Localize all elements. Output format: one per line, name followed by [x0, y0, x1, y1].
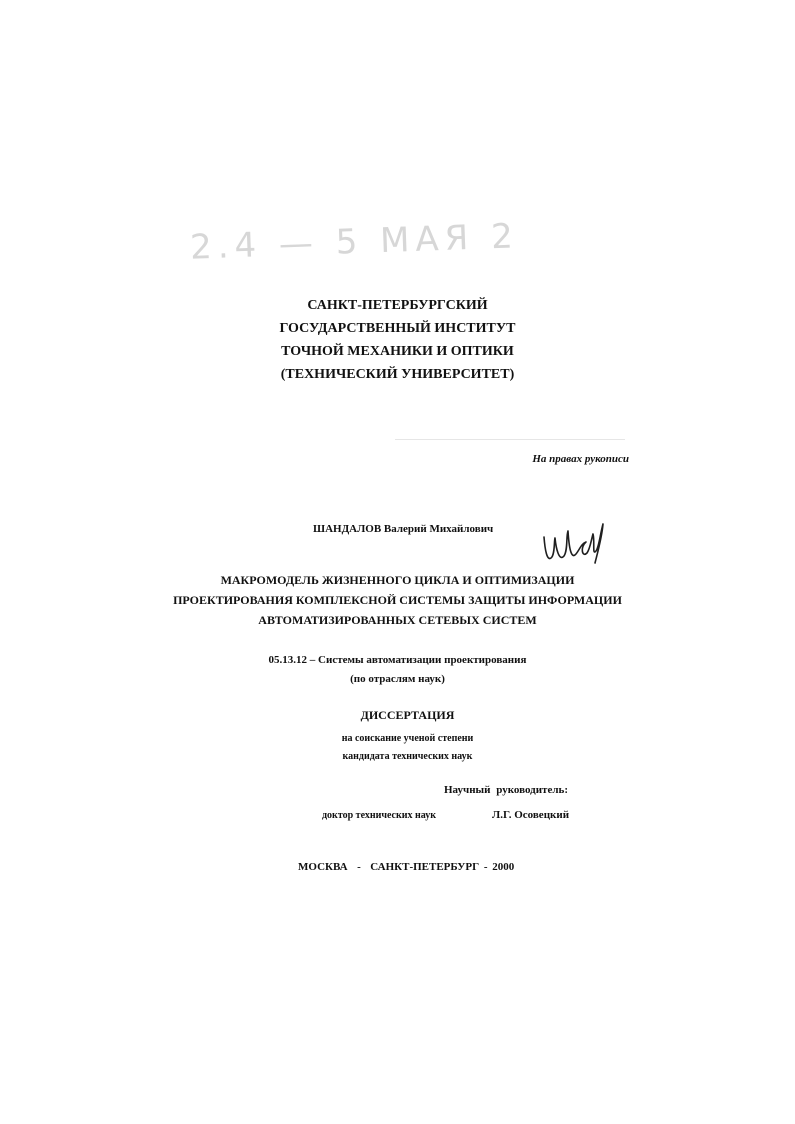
institute-name — [0, 294, 795, 386]
institute-line-1: САНКТ-ПЕТЕРБУРГСКИЙ — [307, 298, 488, 313]
supervisor-degree: доктор технических наук — [322, 810, 437, 821]
speciality-code-line: 05.13.12 – Системы автоматизации проектирования — [268, 654, 527, 666]
dissertation-heading: ДИССЕРТАЦИЯ — [360, 708, 455, 722]
scan-artifact-line — [395, 439, 625, 440]
title-line-3: АВТОМАТИЗИРОВАННЫХ СЕТЕВЫХ СИСТЕМ — [258, 613, 537, 627]
institute-line-3: ТОЧНОЙ МЕХАНИКИ И ОПТИКИ — [281, 344, 514, 359]
title-line-1: МАКРОМОДЕЛЬ ЖИЗНЕННОГО ЦИКЛА И ОПТИМИЗАЦИИ — [220, 573, 575, 587]
title-line-2: ПРОЕКТИРОВАНИЯ КОМПЛЕКСНОЙ СИСТЕМЫ ЗАЩИТЫ ИНФОРМАЦИИ — [173, 593, 622, 607]
speciality — [0, 651, 795, 689]
degree-purpose — [0, 730, 795, 766]
manuscript-rights-note: На правах рукописи — [532, 453, 629, 465]
institute-line-2: ГОСУДАРСТВЕННЫЙ ИНСТИТУТ — [279, 321, 516, 336]
speciality-branch-line: (по отраслям наук) — [350, 673, 445, 685]
faint-archive-stamp: 2.4 — 5 МАЯ 2 — [189, 216, 520, 268]
supervisor-label: Научный руководитель: — [444, 784, 568, 796]
city-year-line: МОСКВА - САНКТ-ПЕТЕРБУРГ - 2000 — [298, 861, 515, 873]
author-signature-icon — [538, 516, 610, 568]
supervisor-name: Л.Г. Осовецкий — [492, 809, 570, 821]
institute-line-4: (ТЕХНИЧЕСКИЙ УНИВЕРСИТЕТ) — [280, 367, 515, 382]
dissertation-title — [0, 570, 795, 630]
author-name: ШАНДАЛОВ Валерий Михайлович — [313, 523, 494, 535]
degree-purpose-line-2: кандидата технических наук — [342, 751, 473, 762]
degree-purpose-line-1: на соискание ученой степени — [341, 733, 474, 744]
